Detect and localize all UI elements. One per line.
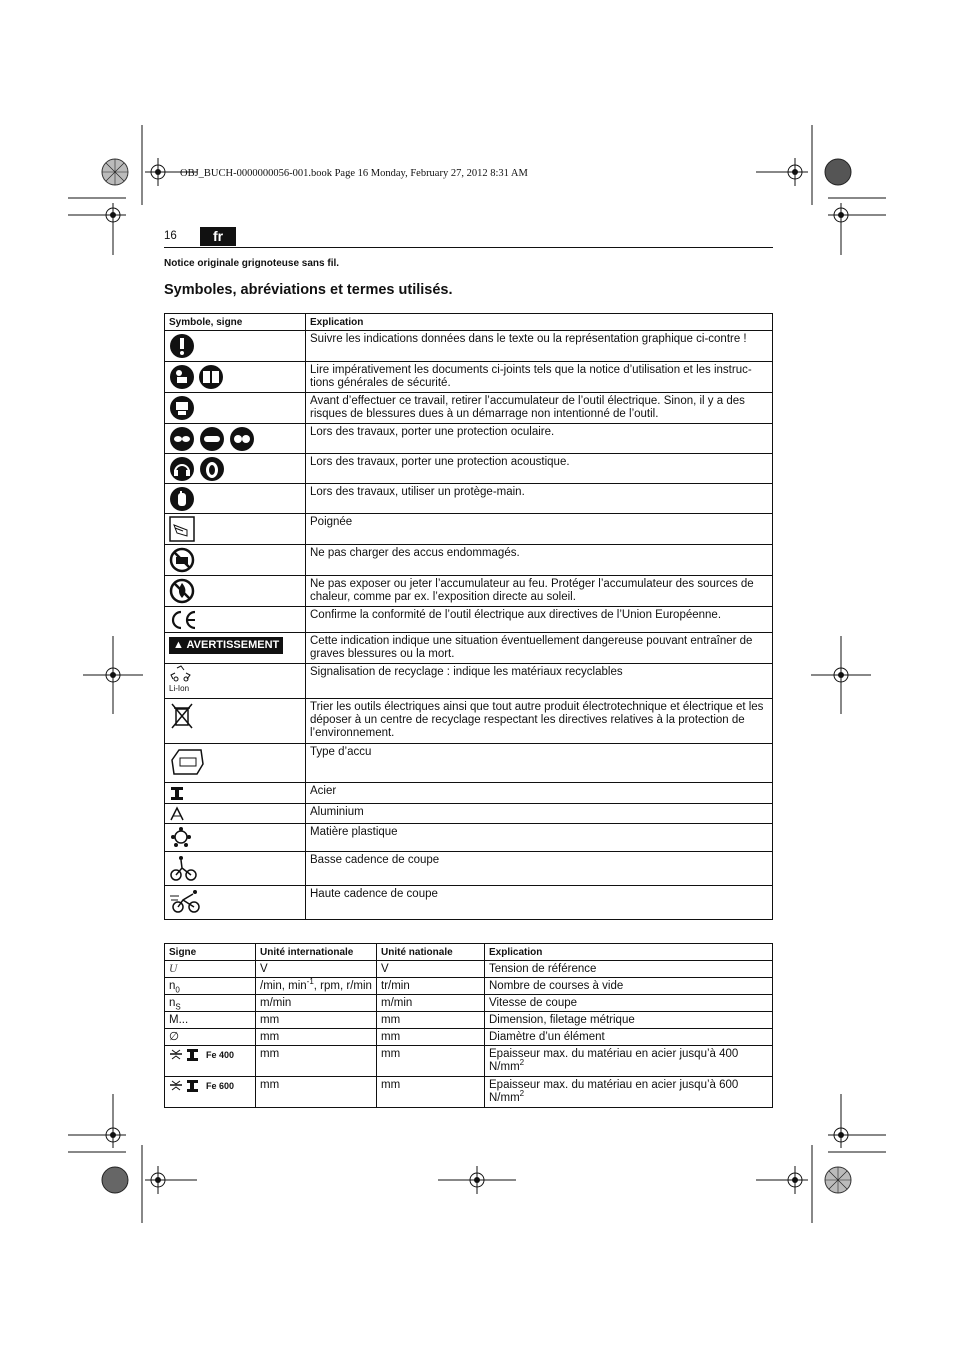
handle-icon [169, 516, 195, 542]
column-header: Unité nationale [377, 944, 485, 961]
explanation-cell: Lire impérativement les documents ci-joints tels que la notice d’utilisation et les instruc-tions générales de sécurité. [306, 362, 773, 393]
no-damaged-battery-icon [169, 547, 195, 573]
document-subtitle: Notice originale grignoteuse sans fil. [164, 258, 340, 269]
table-row [165, 978, 773, 995]
table-row [165, 995, 773, 1012]
explanation-cell: Cette indication indique une situation éventuellement dangereuse pouvant entraîner de graves blessures ou la mort. [306, 633, 773, 664]
low-speed-icon [169, 854, 197, 882]
intl-unit-cell: m/min [256, 995, 377, 1012]
header-rule [164, 247, 773, 248]
explanation-cell: Tension de référence [485, 961, 773, 978]
table-row [165, 783, 773, 804]
eye-protection-icon [169, 426, 255, 452]
explanation-cell: Confirme la conformité de l’outil électrique aux directives de l’Union Européenne. [306, 607, 773, 633]
language-tag: fr [200, 227, 236, 246]
explanation-cell: Trier les outils électriques ainsi que tout autre produit électrotechnique et électrique et les déposer à un centre de recyclage respectant les directives relatives à la protection de l’environnement. [306, 699, 773, 744]
intl-unit-cell: /min, $\min^{-1}$, rpm, r/min [256, 978, 377, 995]
table-row [165, 1012, 773, 1029]
table-row [165, 664, 773, 699]
page-number: 16 [164, 230, 177, 242]
natl-unit-cell: m/min [377, 995, 485, 1012]
thickness-steel-icon [169, 1048, 203, 1062]
natl-unit-cell: mm [377, 1029, 485, 1046]
remove-battery-icon [169, 395, 195, 421]
recycling-icon [169, 665, 193, 685]
explanation-cell: Acier [306, 783, 773, 804]
thickness-steel-icon [169, 1079, 203, 1093]
sign-cell: $n_S$ [165, 995, 256, 1012]
high-speed-icon [169, 888, 205, 914]
table-row [165, 744, 773, 783]
explanation-cell: Suivre les indications données dans le texte ou la représentation graphique ci-contre ! [306, 331, 773, 362]
table-row [165, 633, 773, 664]
explanation-cell: Haute cadence de coupe [306, 886, 773, 920]
table-row [165, 699, 773, 744]
intl-unit-cell: mm [256, 1029, 377, 1046]
battery-type-icon [169, 746, 205, 778]
table-row [165, 852, 773, 886]
explanation-cell: Matière plastique [306, 824, 773, 852]
natl-unit-cell: mm [377, 1046, 485, 1077]
table-row [165, 545, 773, 576]
table-header-row [165, 314, 773, 331]
table-row [165, 1046, 773, 1077]
plastic-icon [169, 826, 193, 848]
table-row [165, 393, 773, 424]
warning-label-text: AVERTISSEMENT [186, 639, 280, 651]
intl-unit-cell: mm [256, 1012, 377, 1029]
explanation-cell: Lors des travaux, porter une protection oculaire. [306, 424, 773, 454]
column-header: Signe [165, 944, 256, 961]
intl-unit-cell: mm [256, 1077, 377, 1108]
natl-unit-cell: mm [377, 1012, 485, 1029]
explanation-cell: Ne pas exposer ou jeter l’accumulateur au feu. Protéger l’accumulateur des sources de chaleur, comme par ex. l’exposition directe au soleil. [306, 576, 773, 607]
table-row [165, 961, 773, 978]
weee-bin-icon [169, 701, 195, 731]
table-row [165, 607, 773, 633]
table-header-row [165, 944, 773, 961]
steel-icon [169, 785, 187, 801]
natl-unit-cell: mm [377, 1077, 485, 1108]
section-title: Symboles, abréviations et termes utilisés. [164, 282, 453, 298]
intl-unit-cell: V [256, 961, 377, 978]
table-row [165, 804, 773, 824]
aluminium-icon [169, 806, 185, 822]
symbols-table [164, 313, 773, 920]
ce-mark-icon [169, 609, 199, 631]
sign-cell: Fe 600 [165, 1077, 256, 1108]
explanation-cell: Signalisation de recyclage : indique les matériaux recyclables [306, 664, 773, 699]
explanation-cell: Vitesse de coupe [485, 995, 773, 1012]
sign-cell: $n_0$ [165, 978, 256, 995]
explanation-cell: Type d’accu [306, 744, 773, 783]
intl-unit-cell: mm [256, 1046, 377, 1077]
file-header-line: OBJ_BUCH-0000000056-001.book Page 16 Monday, February 27, 2012 8:31 AM [180, 168, 528, 179]
table-row [165, 1029, 773, 1046]
sign-cell: Fe 400 [165, 1046, 256, 1077]
explanation-cell: Aluminium [306, 804, 773, 824]
natl-unit-cell: V [377, 961, 485, 978]
table-row [165, 576, 773, 607]
table-row [165, 484, 773, 514]
hand-protection-icon [169, 486, 195, 512]
table-row [165, 514, 773, 545]
sign-cell: M... [165, 1012, 256, 1029]
explanation-cell: Lors des travaux, utiliser un protège-main. [306, 484, 773, 514]
table-row [165, 886, 773, 920]
warning-label: ▲ AVERTISSEMENT [169, 637, 283, 654]
column-header: Symbole, signe [165, 314, 306, 331]
table-row [165, 824, 773, 852]
explanation-cell: Poignée [306, 514, 773, 545]
no-fire-icon [169, 578, 195, 604]
explanation-cell: Ne pas charger des accus endommagés. [306, 545, 773, 576]
sign-cell: ∅ [165, 1029, 256, 1046]
read-manual-icon [169, 364, 225, 390]
li-ion-label: Li-Ion [169, 684, 190, 693]
table-row [165, 1077, 773, 1108]
exclamation-icon [169, 333, 195, 359]
explanation-cell: Basse cadence de coupe [306, 852, 773, 886]
units-table [164, 943, 773, 1108]
table-row [165, 331, 773, 362]
table-row [165, 424, 773, 454]
explanation-cell: Epaisseur max. du matériau en acier jusqu’à 400 $N/mm^2$ [485, 1046, 773, 1077]
ear-protection-icon [169, 456, 225, 482]
explanation-cell: Avant d’effectuer ce travail, retirer l’accumulateur de l’outil électrique. Sinon, il y a des risques de blessures dues à un démarrage non intentionné de l’outil. [306, 393, 773, 424]
column-header: Explication [306, 314, 773, 331]
table-row [165, 362, 773, 393]
column-header: Unité internationale [256, 944, 377, 961]
explanation-cell: Lors des travaux, porter une protection acoustique. [306, 454, 773, 484]
column-header: Explication [485, 944, 773, 961]
explanation-cell: Epaisseur max. du matériau en acier jusqu’à 600 $N/mm^2$ [485, 1077, 773, 1108]
explanation-cell: Diamètre d’un élément [485, 1029, 773, 1046]
explanation-cell: Dimension, filetage métrique [485, 1012, 773, 1029]
explanation-cell: Nombre de courses à vide [485, 978, 773, 995]
natl-unit-cell: tr/min [377, 978, 485, 995]
table-row [165, 454, 773, 484]
sign-cell: U [169, 963, 178, 975]
